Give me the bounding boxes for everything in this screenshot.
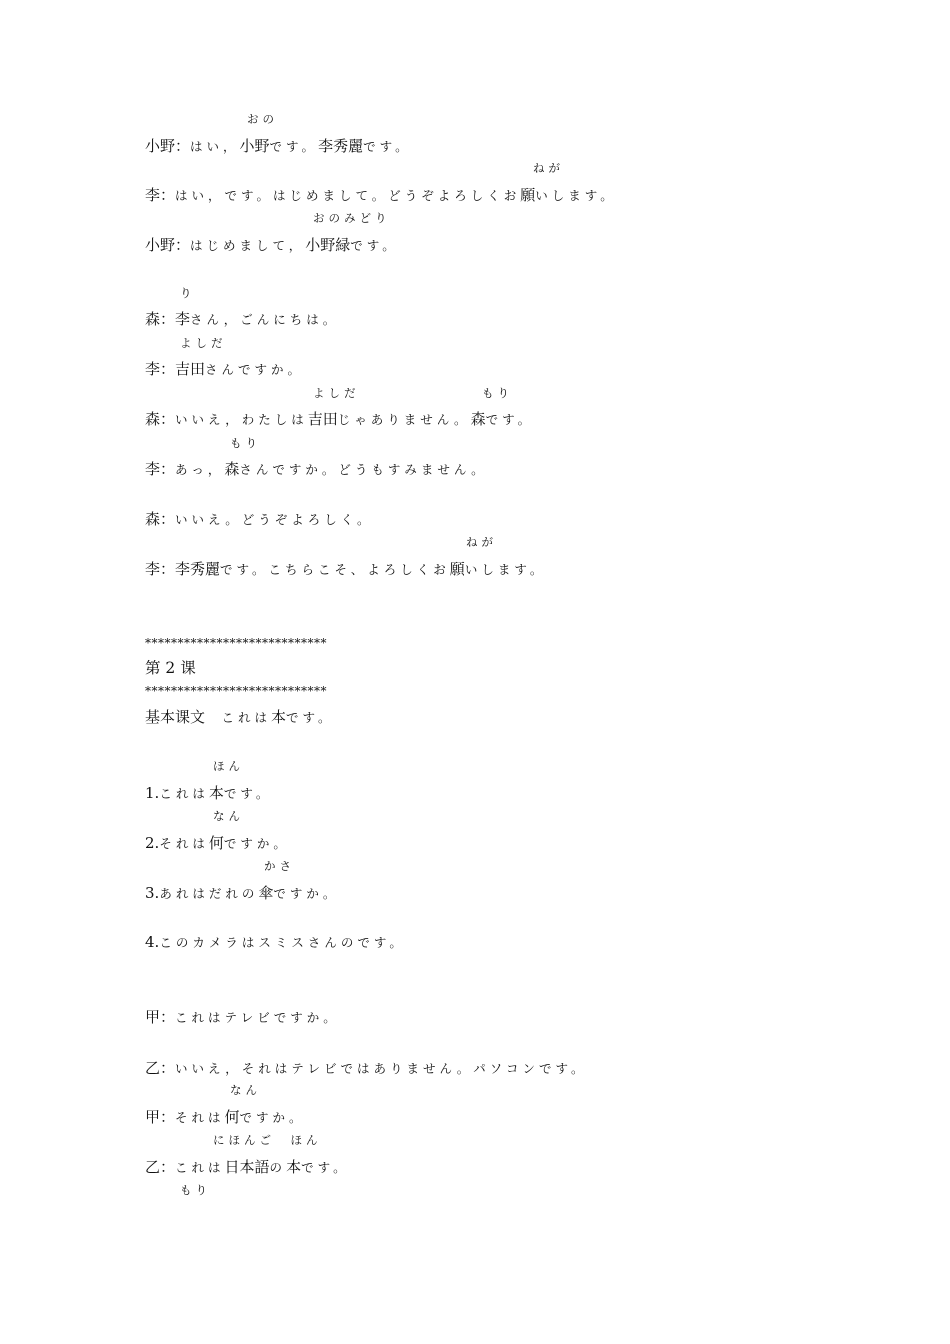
kana-text: いします。 [464,562,547,577]
kanji-text: 李秀麗 [175,560,221,578]
speaker-label: 李： [145,360,176,378]
speaker-label: 乙： [145,1059,176,1077]
kanji-text: 吉田 [307,410,338,428]
kanji-text: 傘 [258,884,274,902]
kanji-text: 小野緑 [305,236,351,254]
kana-text: ですか。 [239,1110,306,1125]
furigana-ruby: ねが [533,161,564,175]
speaker-label: 1. [145,784,160,802]
dialogue-line [145,139,412,154]
kana-text: です。こちらこそ、よろしくお [220,562,450,577]
furigana-ruby: もり [180,1183,211,1197]
kana-text: です。 [286,710,335,725]
lesson-title: 第 2 课 [145,659,196,677]
speaker-label: 李： [145,460,176,478]
kana-text: です。 [485,412,535,427]
furigana-ruby: にほんご ほん [213,1133,322,1147]
kana-text: いいえ，それはテレビではありません。パソコンです。 [175,1061,588,1076]
kanji-text: 本 [208,784,224,802]
speaker-label: 小野： [145,236,191,254]
dialogue-line [145,412,534,427]
kana-text: いいえ，わたしは [175,412,308,427]
dialogue-line [145,188,617,203]
kanji-text: 本 [271,708,287,726]
kana-text: です。 [223,786,273,801]
kana-text: の [269,1160,287,1175]
dialogue-line [145,238,399,253]
speaker-label: 森： [145,510,176,528]
separator-line: **************************** [145,684,327,698]
dialogue-line [145,562,546,577]
speaker-label: 甲： [145,1008,176,1026]
kanji-text: 本 [286,1158,302,1176]
kanji-text: 小野 [239,137,270,155]
furigana-ruby: なん [230,1083,261,1097]
kana-text: さんですか。どうもすみません。 [239,462,488,477]
dialogue-line [145,462,488,477]
speaker-label: 4. [145,933,160,951]
kana-text: このカメラはスミスさんのです。 [159,935,406,950]
speaker-label: 基本课文 [145,708,206,726]
speaker-label: 森： [145,410,176,428]
kanji-text: 森 [224,460,240,478]
furigana-ruby: おのみどり [313,211,391,225]
dialogue-line [145,935,406,950]
kanji-text: 願 [520,186,536,204]
kana-text: はい， [190,139,240,154]
speaker-label: 森： [145,310,176,328]
kana-text: です。 [350,238,399,253]
kana-text: これは [159,786,209,801]
kana-text: あれはだれの [159,886,259,901]
speaker-label: 李： [145,186,176,204]
furigana-ruby: かさ [264,859,295,873]
dialogue-line [145,886,339,901]
dialogue-line [145,312,339,327]
furigana-ruby: ほん [213,759,244,773]
furigana-ruby: よしだ [313,386,360,400]
kana-text: ですか。 [223,836,290,851]
kana-text: それは [175,1110,225,1125]
kanji-text: 日本語 [224,1158,270,1176]
speaker-label: 乙： [145,1158,176,1176]
speaker-label: 2. [145,834,160,852]
kana-text: じゃありません。 [337,412,471,427]
kana-text: それは [159,836,209,851]
speaker-label: 李： [145,560,176,578]
kanji-text: 森 [470,410,486,428]
kana-text: あっ， [175,462,225,477]
kana-text: です。 [301,1160,350,1175]
kana-text: さんですか。 [205,362,305,377]
kanji-text: 何 [224,1108,240,1126]
furigana-ruby: ねが [466,535,497,549]
kana-text: はじめまして， [190,238,306,253]
dialogue-line [145,512,374,527]
furigana-ruby: もり [482,386,513,400]
kana-text: これはテレビですか。 [175,1010,340,1025]
furigana-ruby: おの [247,112,278,126]
kanji-text: 何 [208,834,224,852]
dialogue-line [145,786,272,801]
dialogue-line [145,1160,350,1175]
speaker-label: 小野： [145,137,191,155]
kana-text: これは [205,710,272,725]
kana-text: はい，です。はじめまして。どうぞよろしくお [175,188,521,203]
kana-text: いします。 [535,188,617,203]
kanji-text: 願 [449,560,465,578]
dialogue-line [145,836,290,851]
dialogue-line [145,1110,306,1125]
furigana-ruby: り [180,286,196,300]
dialogue-line [145,1061,588,1076]
dialogue-line [145,362,304,377]
furigana-ruby: よしだ [180,336,227,350]
kanji-text: 吉田 [175,360,206,378]
kana-text: これは [175,1160,225,1175]
kana-text: いいえ。どうぞよろしく。 [175,512,374,527]
kana-text: ですか。 [273,886,340,901]
dialogue-line [145,1010,340,1025]
kana-text: です。 [269,139,319,154]
furigana-ruby: なん [213,809,244,823]
kana-text: です。 [363,139,412,154]
kanji-text: 李秀麗 [318,137,364,155]
kanji-text: 李 [175,310,191,328]
speaker-label: 3. [145,884,160,902]
furigana-ruby: もり [230,436,261,450]
separator-line: **************************** [145,636,327,650]
dialogue-line [145,710,335,725]
kana-text: さん，ごんにちは。 [190,312,340,327]
speaker-label: 甲： [145,1108,176,1126]
